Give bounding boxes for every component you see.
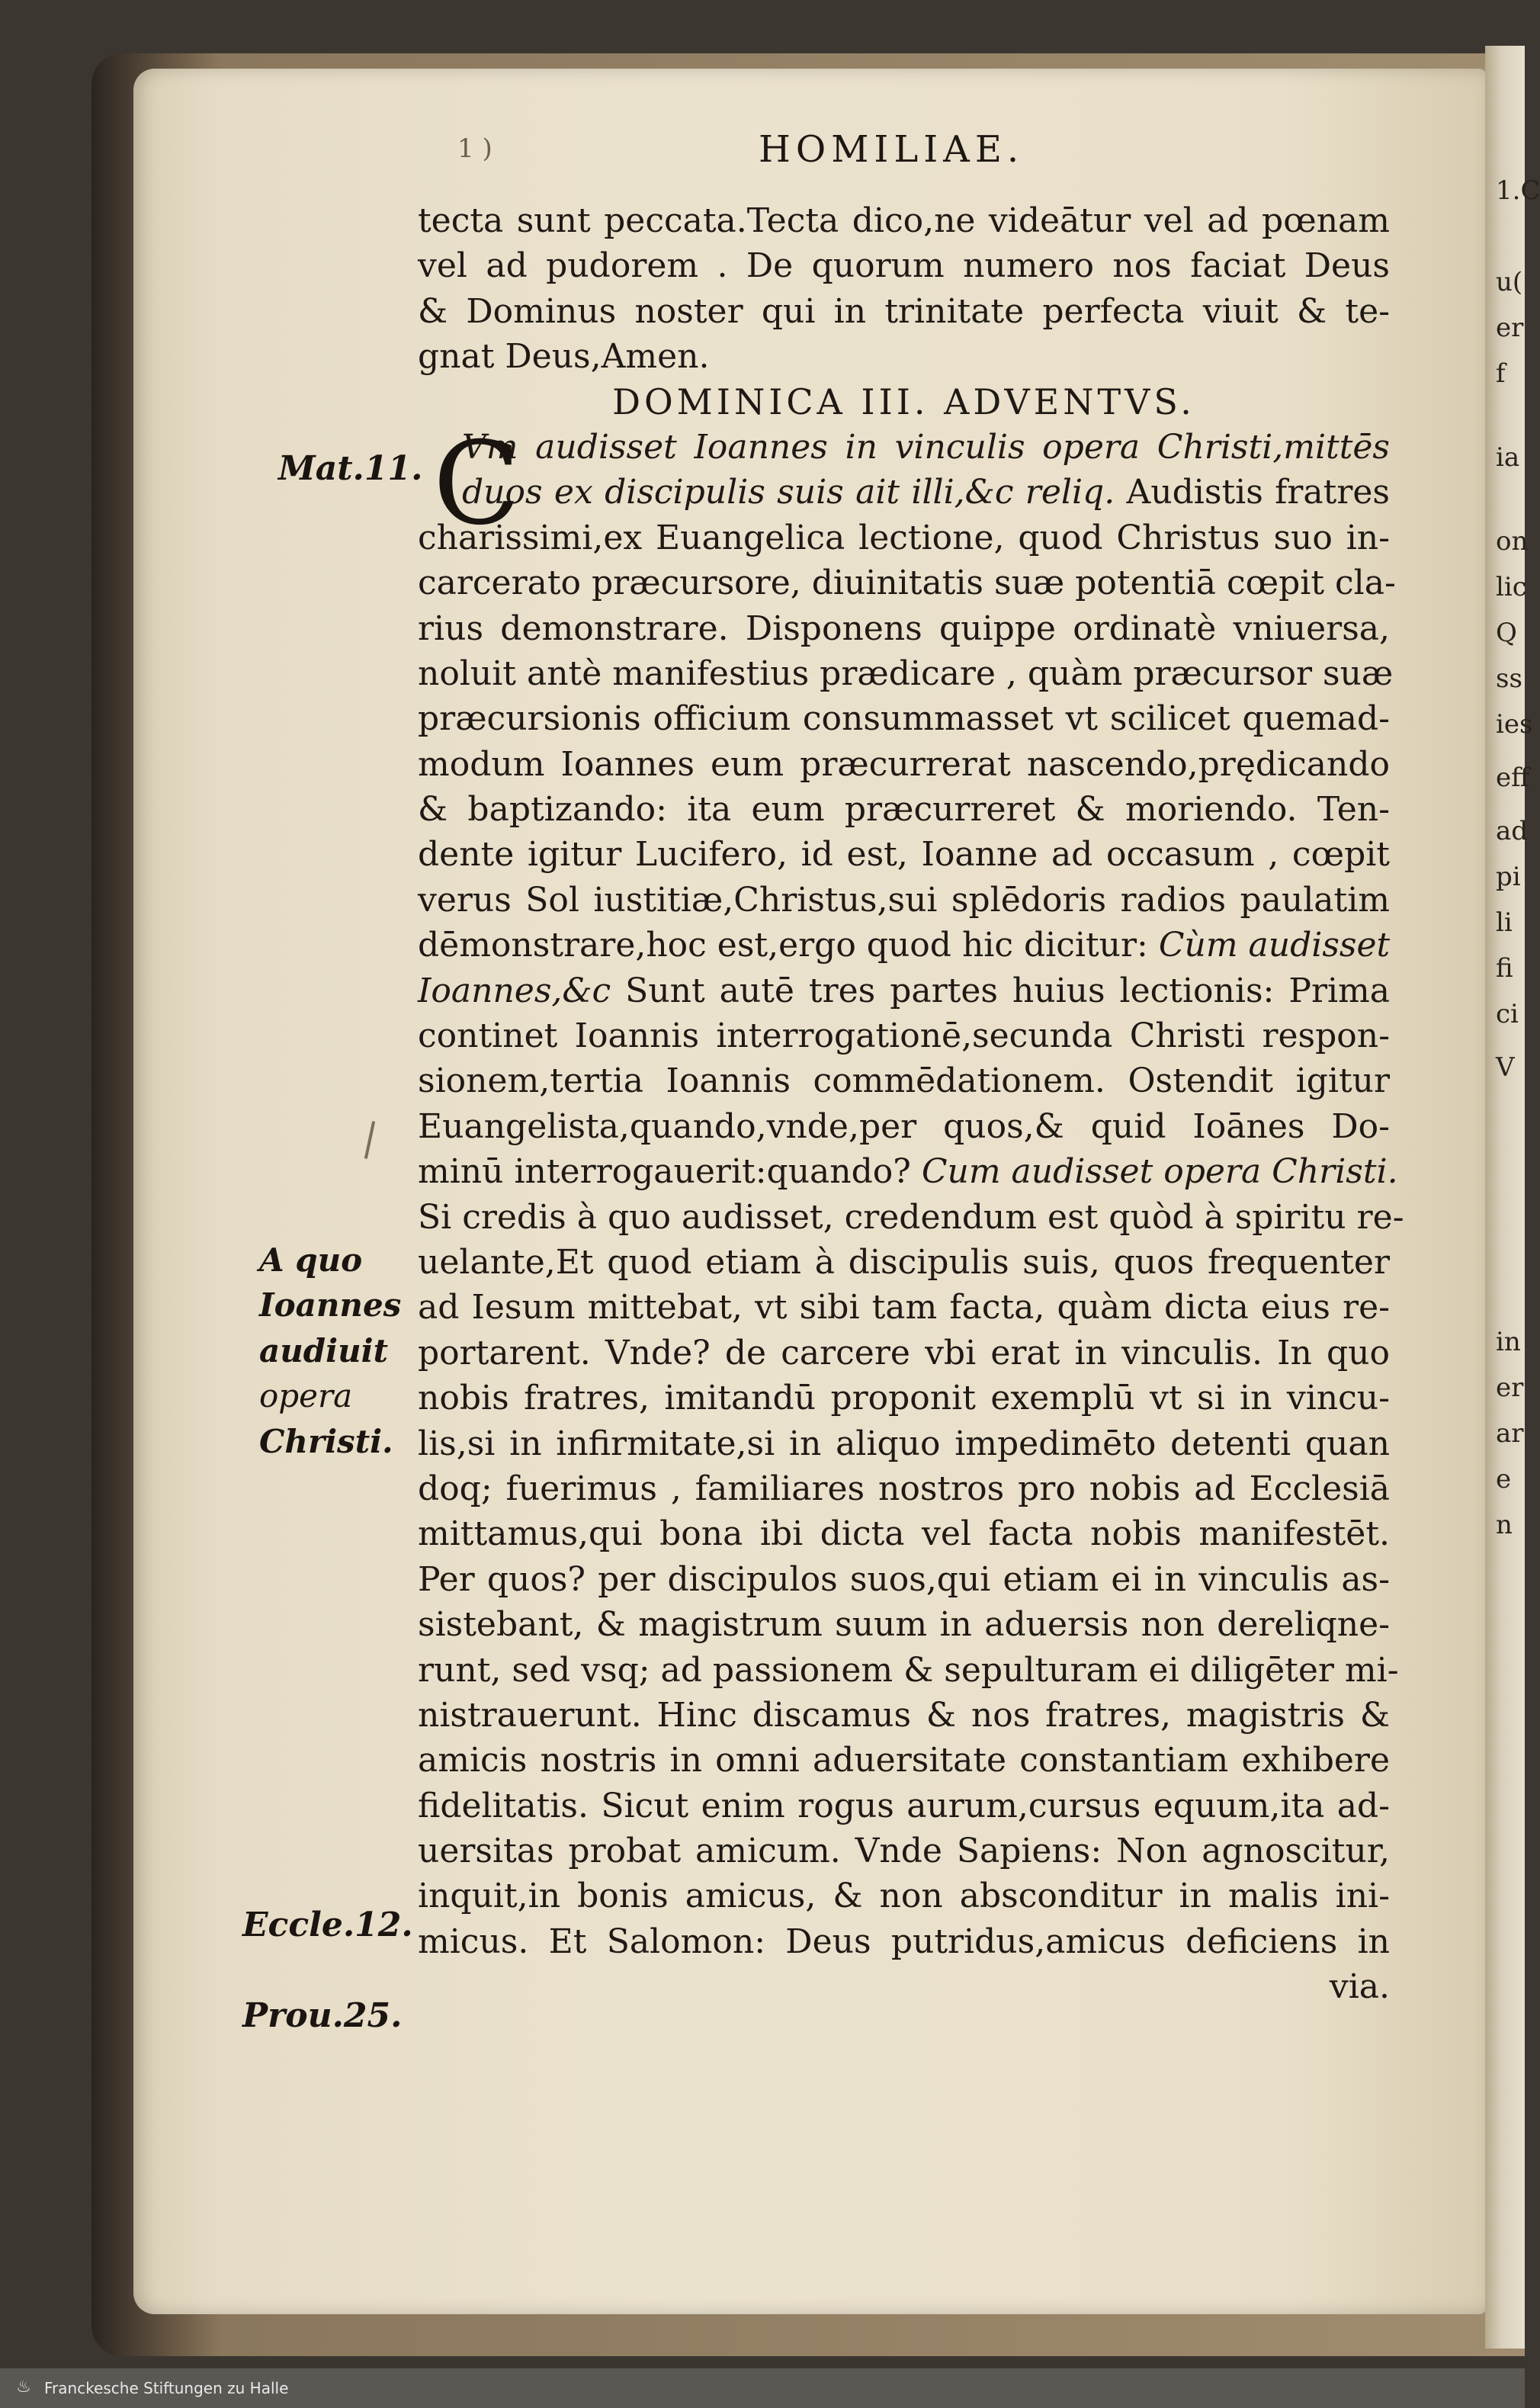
text-line	[418, 1149, 1398, 1194]
next-page-fragment: e	[1496, 1464, 1512, 1495]
text-line: vel ad pudorem . De quorum numero nos faciat Deus	[418, 246, 1390, 286]
faint-page-number: 1 )	[457, 133, 492, 164]
text-line: sistebant, & magistrum suum in aduersis non dereliqne-	[418, 1605, 1390, 1645]
text-line: Euangelista,quando,vnde,per quos,& quid Ioānes Do-	[418, 1106, 1390, 1146]
text-line: tecta sunt peccata.Tecta dico,ne videātur vel ad pœnam	[418, 201, 1390, 240]
next-page-fragment: 1.C	[1496, 175, 1540, 206]
text-line: fidelitatis. Sicut enim rogus aurum,cursus equum,ita ad-	[418, 1786, 1390, 1825]
text-line: noluit antè manifestius prædicare , quàm præcursor suæ	[418, 653, 1394, 693]
next-page-fragment: Q	[1496, 618, 1517, 648]
text-line: charissimi,ex Euangelica lectione, quod Christus suo in-	[418, 518, 1390, 557]
next-page-fragment: on	[1496, 526, 1529, 557]
text-line	[418, 968, 1390, 1013]
text-line: Si credis à quo audisset, credendum est quòd à spiritu re-	[418, 1197, 1404, 1237]
text-line: inquit,in bonis amicus, & non absconditur in malis ini-	[418, 1877, 1390, 1916]
main-text-block	[418, 198, 1404, 2010]
footer-bar	[0, 2368, 1525, 2408]
text-plain: minū interrogauerit:quando?	[418, 1152, 922, 1192]
institution-logo-icon: ♨	[16, 2377, 31, 2397]
text-italic: Ioannes,&c	[418, 971, 611, 1010]
next-page-fragment: u(	[1496, 267, 1523, 297]
margin-note-line: audiuit	[259, 1331, 388, 1369]
incipit-plain: Audistis fratres	[1115, 473, 1390, 512]
margin-note-a-quo	[259, 1238, 401, 1464]
next-page-fragment: pi	[1496, 862, 1521, 892]
text-line: verus Sol iustitiæ,Christus,sui splēdoris radios paulatim	[418, 880, 1390, 920]
next-page-fragment: ies	[1496, 709, 1533, 740]
next-page-fragment: er	[1496, 313, 1524, 343]
next-page-fragment: V	[1496, 1052, 1515, 1083]
text-line: nobis fratres, imitandū proponit exemplū vt si in vincu-	[418, 1379, 1390, 1418]
text-line: portarent. Vnde? de carcere vbi erat in vinculis. In quo	[418, 1333, 1390, 1373]
drop-capital: C	[433, 418, 521, 551]
section-heading: DOMINICA III. ADVENTVS.	[612, 380, 1195, 422]
incipit-line	[418, 470, 1390, 515]
text-line: amicis nostris in omni aduersitate constantiam exhibere	[418, 1741, 1390, 1780]
text-line: nistrauerunt. Hinc discamus & nos fratres, magistris &	[418, 1695, 1390, 1735]
next-page-fragment: ia	[1496, 442, 1520, 473]
text-plain: Sunt autē tres partes huius lectionis: Prima	[611, 971, 1390, 1010]
institution-name: Franckesche Stiftungen zu Halle	[44, 2379, 289, 2397]
next-page-fragment: ci	[1496, 999, 1519, 1029]
text-line: uersitas probat amicum. Vnde Sapiens: Non agnoscitur,	[418, 1832, 1390, 1871]
margin-note-prou: Prou.25.	[242, 1996, 403, 2035]
text-line: sionem,tertia Ioannis commēdationem. Ostendit igitur	[418, 1061, 1390, 1101]
next-page-fragment: fi	[1496, 953, 1513, 984]
incipit-italic: duos ex discipulis suis ait illi,&c reliq.	[462, 473, 1115, 512]
text-line: rius demonstrare. Disponens quippe ordinatè vniuersa,	[418, 608, 1390, 648]
text-line: & baptizando: ita eum præcurreret & moriendo. Ten-	[418, 790, 1390, 830]
text-line: doq; fuerimus , familiares nostros pro nobis ad Ecclesiā	[418, 1469, 1390, 1508]
margin-note-line: Christi.	[259, 1422, 393, 1460]
next-page-fragment: in	[1496, 1327, 1521, 1357]
text-line: uelante,Et quod etiam à discipulis suis, quos frequenter	[418, 1242, 1390, 1282]
margin-note-line: opera	[259, 1377, 353, 1415]
text-italic: Cùm audisset	[1158, 926, 1391, 965]
text-line: præcursionis officium consummasset vt scilicet quemad-	[418, 699, 1390, 739]
text-line: runt, sed vsq; ad passionem & sepulturam ei diligēter mi-	[418, 1650, 1399, 1690]
text-line: dente igitur Lucifero, id est, Ioanne ad occasum , cœpit	[418, 835, 1390, 875]
text-line: modum Ioannes eum præcurrerat nascendo,prędicando	[418, 744, 1390, 784]
next-page-fragment: n	[1496, 1510, 1513, 1540]
next-page-fragment: lic	[1496, 572, 1527, 602]
incipit-line: Vm audisset Ioannes in vinculis opera Christi,mittēs	[462, 427, 1390, 467]
margin-note-line: A quo	[259, 1241, 363, 1279]
running-header: HOMILIAE.	[759, 128, 1025, 171]
adjacent-page-edge	[1485, 46, 1540, 2349]
next-page-fragment: ar	[1496, 1418, 1524, 1449]
margin-note-line: Ioannes	[259, 1286, 402, 1324]
catchword: via.	[1329, 1967, 1390, 2007]
text-italic: Cum audisset opera Christi.	[921, 1152, 1398, 1192]
next-page-fragment: f	[1496, 358, 1506, 389]
text-line: & Dominus noster qui in trinitate perfecta viuit & te-	[418, 291, 1390, 331]
text-line: carcerato præcursore, diuinitatis suæ potentiā cœpit cla-	[418, 563, 1396, 603]
margin-note-eccle: Eccle.12.	[242, 1906, 413, 1944]
text-line: continet Ioannis interrogationē,secunda Christi respon-	[418, 1016, 1390, 1056]
text-line: lis,si in infirmitate,si in aliquo impedimēto detenti quan	[418, 1424, 1390, 1463]
next-page-fragment: ad	[1496, 816, 1529, 846]
text-line: micus. Et Salomon: Deus putridus,amicus deficiens in	[418, 1922, 1390, 1961]
text-line: Per quos? per discipulos suos,qui etiam ei in vinculis as-	[418, 1559, 1390, 1599]
next-page-fragment: er	[1496, 1373, 1524, 1403]
text-plain: dēmonstrare,hoc est,ergo quod hic dicitur:	[418, 926, 1159, 965]
next-page-fragment: li	[1496, 907, 1513, 938]
next-page-fragment: eff	[1496, 763, 1530, 793]
text-line: gnat Deus,Amen.	[418, 337, 710, 377]
text-line	[418, 923, 1390, 968]
margin-note-mat: Mat.11.	[278, 449, 423, 488]
text-line: mittamus,qui bona ibi dicta vel facta nobis manifestēt.	[418, 1514, 1390, 1554]
next-page-fragment: ss	[1496, 663, 1522, 694]
text-line: ad Iesum mittebat, vt sibi tam facta, quàm dicta eius re-	[418, 1288, 1390, 1328]
